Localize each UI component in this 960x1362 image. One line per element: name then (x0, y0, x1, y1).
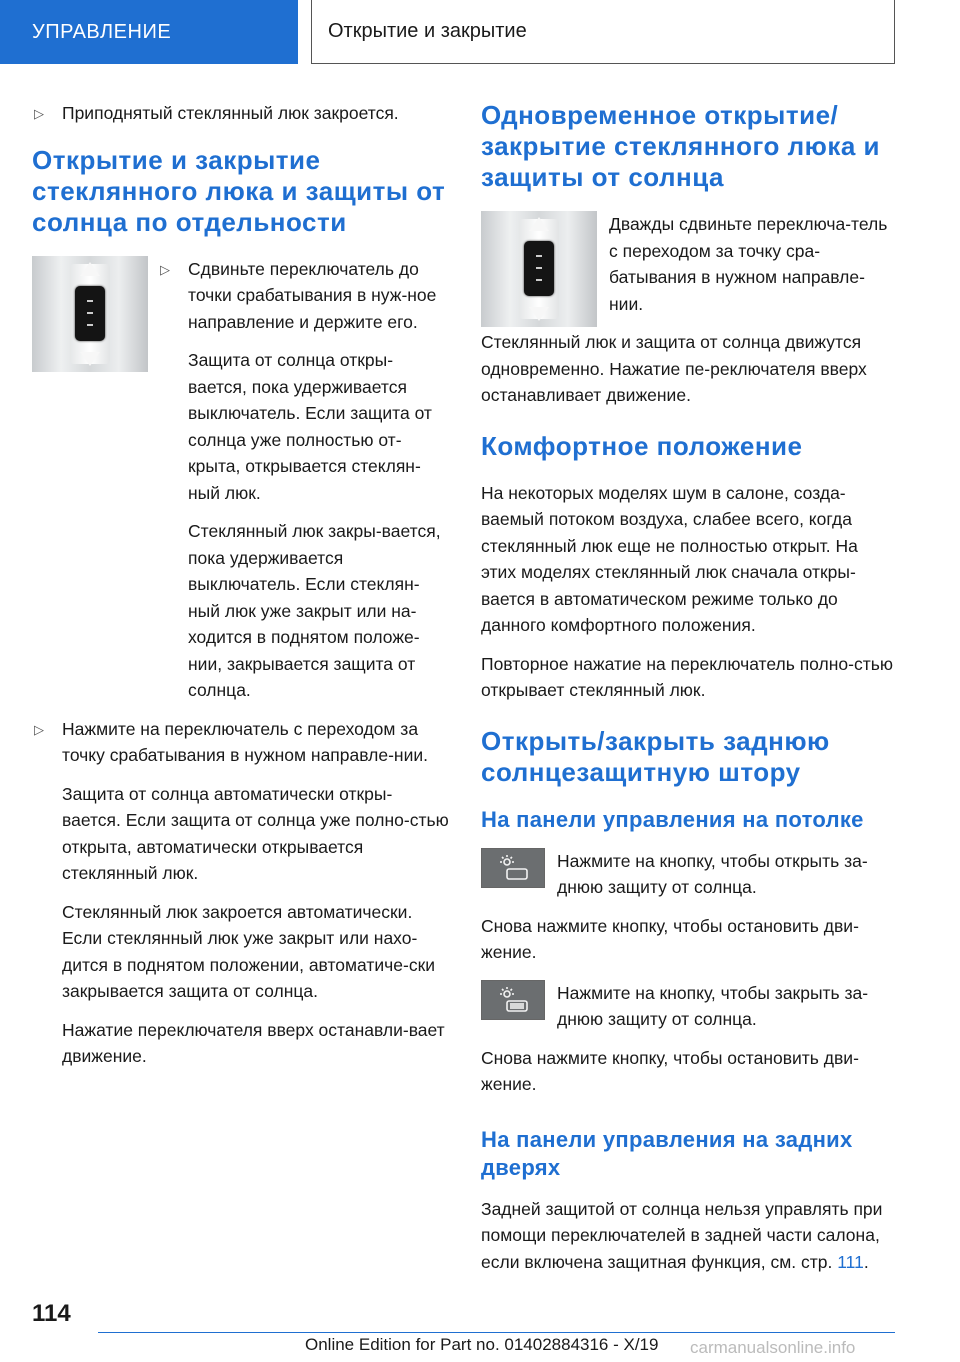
paragraph: Защита от солнца автоматически откры-вается. Если защита от солнца уже полно-стью открыта, автоматически открывается стеклянный люк. (62, 783, 449, 883)
paragraph: Задней защитой от солнца нельзя управлять при помощи переключателей в задней части салона, если включена защитная функция, см. стр. 111. (481, 1198, 883, 1272)
paragraph: Повторное нажатие на переключатель полно-стью открывает стеклянный люк. (481, 653, 893, 700)
footer-edition: Online Edition for Part no. 01402884316 - X/19 (305, 1335, 659, 1354)
section-heading: Комфортное положение (481, 430, 803, 461)
button-figure-block (481, 848, 897, 913)
paragraph: Защита от солнца откры-вается, пока удерживается выключатель. Если защита от солнца уже полностью от-крыта, открывается стеклян-ный люк. (188, 350, 432, 503)
bullet-item: ▷ Приподнятый стеклянный люк закроется. (32, 100, 450, 127)
bullet-triangle-icon: ▷ (160, 261, 170, 277)
button-figure-block (481, 980, 897, 1045)
paragraph: Нажмите на кнопку, чтобы открыть за-днюю защиту от солнца. (557, 850, 868, 897)
bullet-triangle-icon: ▷ (34, 721, 44, 737)
paragraph: Стеклянный люк закры-вается, пока удерживается выключатель. Если стеклян-ный люк уже закрыт или на-ходится в поднятом положе-нии, закрывается защита от солнца. (188, 521, 441, 700)
section-heading: Открытие и закрытие стеклянного люка и защиты от солнца по отдельности (32, 144, 446, 237)
subsection-heading: На панели управления на потолке (481, 806, 864, 832)
paragraph: Стеклянный люк и защита от солнца движутся одновременно. Нажатие пе-реключателя вверх останавливает движение. (481, 332, 867, 405)
section-tab: УПРАВЛЕНИЕ (0, 0, 298, 64)
subsection-heading: На панели управления на задних дверях (481, 1126, 853, 1180)
paragraph: На некоторых моделях шум в салоне, созда-ваемый потоком воздуха, слабее всего, когда стеклянный люк еще не полностью открыт. На этих моделях стеклянный люк сначала откры-вается в автоматическом режиме только до данного комфортного положения. (481, 482, 858, 635)
sunroof-switch-icon (481, 211, 597, 327)
left-column (32, 100, 450, 1082)
sunblind-open-button-icon (481, 848, 545, 888)
sunblind-close-button-icon (481, 980, 545, 1020)
bullet-triangle-icon: ▷ (34, 106, 44, 121)
paragraph: Дважды сдвиньте переключа-тель с переходом за точку сра-батывания в нужном направле-нии. (609, 214, 888, 314)
paragraph: Снова нажмите кнопку, чтобы остановить дви-жение. (481, 1047, 859, 1094)
topic-tab: Открытие и закрытие (311, 0, 895, 64)
sunroof-switch-icon (32, 256, 148, 372)
footer-divider (98, 1332, 895, 1333)
paragraph: Снова нажмите кнопку, чтобы остановить дви-жение. (481, 915, 859, 962)
section-heading: Открыть/закрыть заднюю солнцезащитную штору (481, 725, 830, 787)
section-heading: Одновременное открытие/закрытие стеклянного люка и защиты от солнца (481, 100, 880, 192)
page-number: 114 (32, 1300, 71, 1327)
right-column (481, 100, 897, 1287)
paragraph: Нажмите на кнопку, чтобы закрыть за-днюю защиту от солнца. (557, 982, 869, 1029)
paragraph: Нажатие переключателя вверх останавли-вает движение. (62, 1019, 445, 1066)
watermark-logo: carmanualsonline.info (690, 1338, 856, 1357)
bullet-item: ▷ Нажмите на переключатель с переходом за точку срабатывания в нужном направле-нии. (34, 718, 428, 765)
switch-figure-block (32, 256, 450, 716)
paragraph: Стеклянный люк закроется автоматически. Если стеклянный люк уже закрыт или нахо-дится в поднятом положении, автоматиче-ски закрывается защита от солнца. (62, 901, 436, 1001)
switch-figure-block (481, 211, 897, 329)
page-reference-link[interactable]: 111 (837, 1251, 864, 1272)
bullet-item: ▷ Сдвиньте переключатель до точки срабатывания в нуж-ное направление и держите его. (160, 258, 437, 332)
